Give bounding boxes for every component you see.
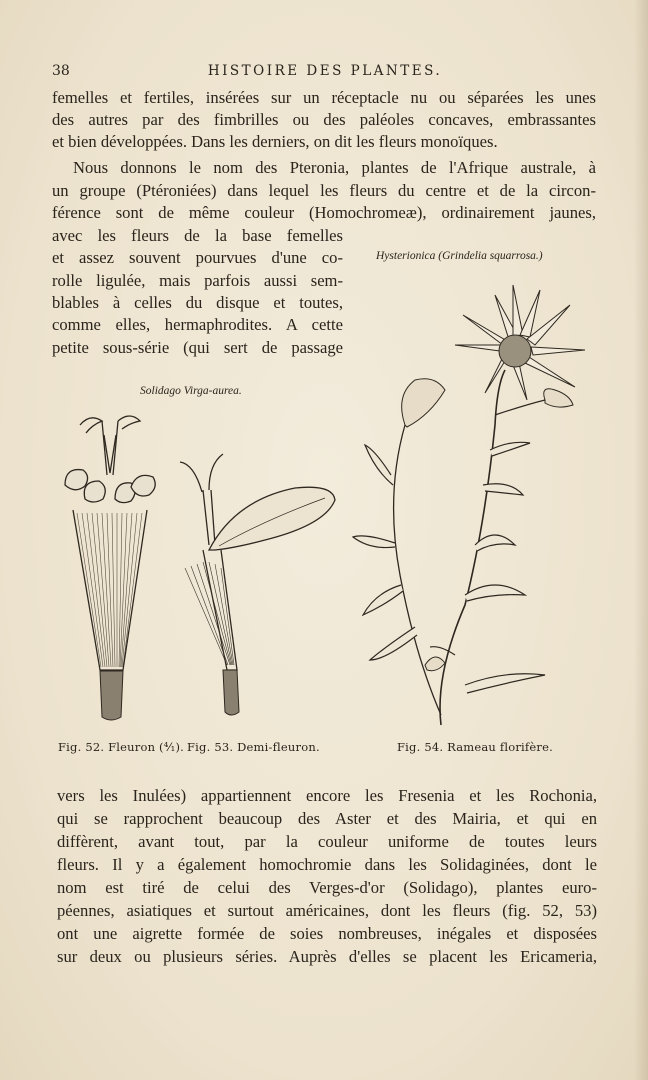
text-line: vers les Inulées) appartiennent encore les Fresenia et les Rochonia,: [57, 786, 597, 805]
text-line: Nous donnons le nom des Pteronia, plantes de l'Afrique australe, à: [73, 158, 596, 177]
text-line: qui se rapprochent beaucoup des Aster et des Mairia, et qui en: [57, 809, 597, 828]
text-line: fleurs. Il y a également homochromie dans les Solidaginées, dont le: [57, 855, 597, 874]
flower-head: [455, 285, 585, 400]
text-line: petite sous-série (qui sert de passage: [52, 338, 343, 357]
running-title: HISTOIRE DES PLANTES.: [207, 63, 443, 79]
fig52-caption: Fig. 52. Fleuron (⁴⁄₁).: [58, 740, 184, 754]
fig53-ray-floret-illustration: [175, 450, 345, 720]
text-line: et assez souvent pourvues d'une co-: [52, 248, 343, 267]
text-line: sur deux ou plusieurs séries. Auprès d'elles se placent les Ericameria,: [57, 947, 597, 966]
fig54-flowering-branch-illustration: [345, 275, 600, 735]
text-line: ont une aigrette formée de soies nombreuses, inégales et disposées: [57, 924, 597, 943]
text-line: péennes, asiatiques et surtout américaines, dont les fleurs (fig. 52, 53): [57, 901, 597, 920]
text-line: femelles et fertiles, insérées sur un réceptacle nu ou séparées les unes: [52, 88, 596, 107]
text-line: nom est tiré de celui des Verges-d'or (Solidago), plantes euro-: [57, 878, 597, 897]
text-line: avec les fleurs de la base femelles: [52, 226, 343, 245]
text-line: férence sont de même couleur (Homochromeæ), ordinairement jaunes,: [52, 203, 596, 222]
fig52-floret-illustration: [55, 405, 170, 725]
running-header: [52, 63, 598, 83]
text-line: rolle ligulée, mais parfois aussi sem-: [52, 271, 343, 290]
fig54-caption: Fig. 54. Rameau florifère.: [397, 740, 553, 754]
text-line: un groupe (Ptéroniées) dans lequel les fleurs du centre et de la circon-: [52, 181, 596, 200]
text-line: et bien développées. Dans les derniers, on dit les fleurs monoïques.: [52, 132, 498, 151]
fig53-caption: Fig. 53. Demi-fleuron.: [187, 740, 320, 754]
text-line: diffèrent, avant tout, par la couleur uniforme de toutes leurs: [57, 832, 597, 851]
figure-caption-solidago: Solidago Virga-aurea.: [140, 385, 242, 397]
text-line: des autres par des fimbrilles ou des paléoles concaves, embrassantes: [52, 110, 596, 129]
text-line: blables à celles du disque et toutes,: [52, 293, 343, 312]
figure-caption-hysterionica: Hysterionica (Grindelia squarrosa.): [376, 250, 543, 262]
page-edge-shadow: [634, 0, 648, 1080]
page-number: 38: [52, 63, 70, 79]
text-line: comme elles, hermaphrodites. A cette: [52, 315, 343, 334]
